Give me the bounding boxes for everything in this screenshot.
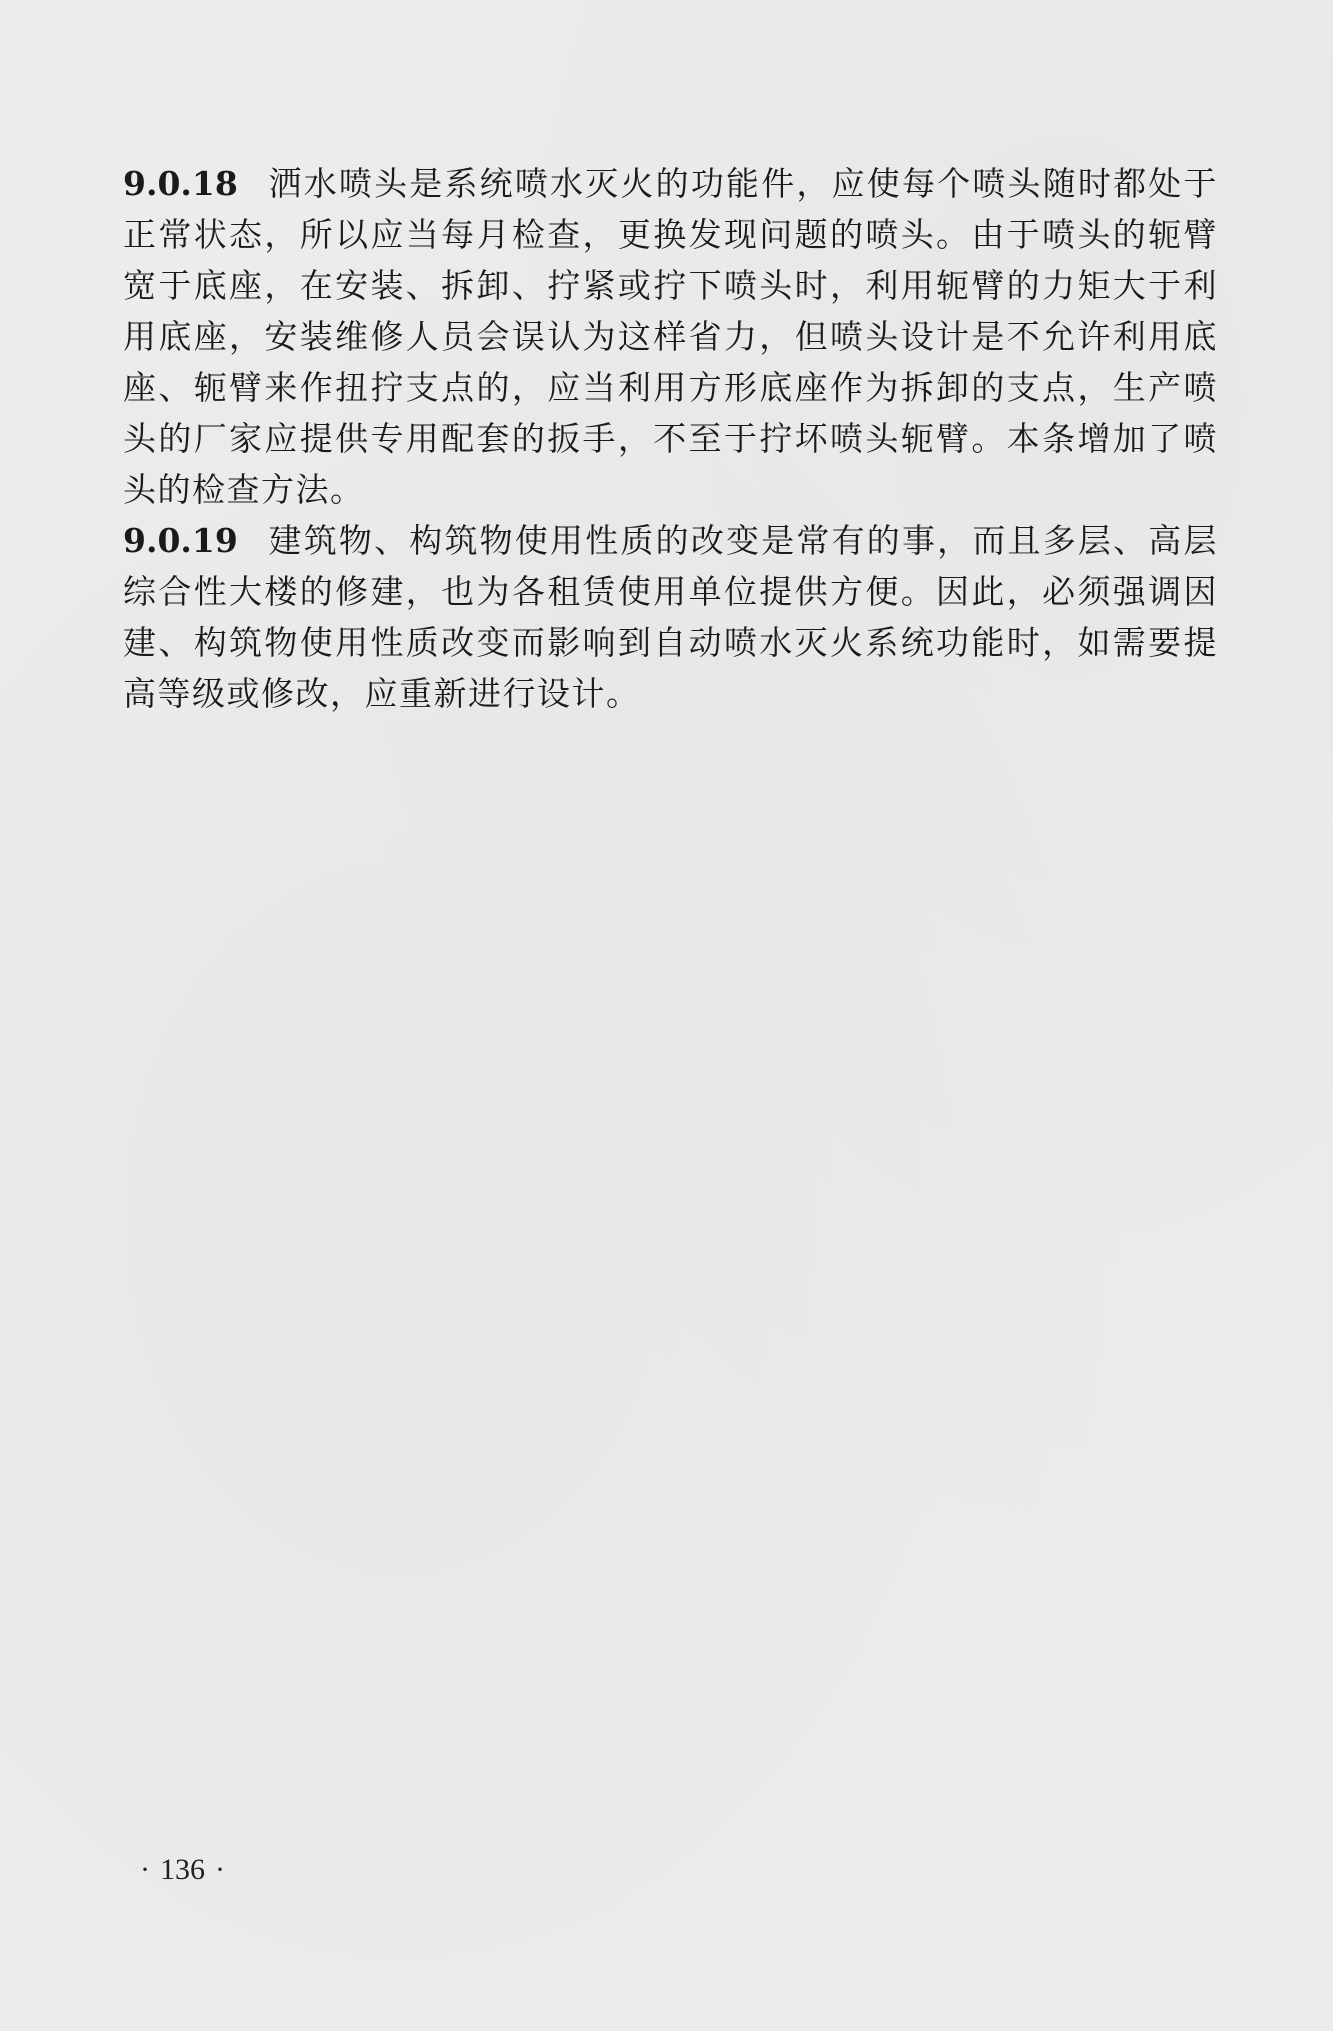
page-body — [123, 158, 1218, 719]
clause-text: 洒水喷头是系统喷水灭火的功能件，应使每个喷头随时都处于正常状态，所以应当每月检查，更换发现问题的喷头。由于喷头的轭臂宽于底座，在安装、拆卸、拧紧或拧下喷头时，利用轭臂的力矩大于利用底座，安装维修人员会误认为这样省力，但喷头设计是不允许利用底座、轭臂来作扭拧支点的，应当利用方形底座作为拆卸的支点，生产喷头的厂家应提供专用配套的扳手，不至于拧坏喷头轭臂。本条增加了喷头的检查方法。 — [123, 164, 1218, 509]
page-number — [130, 1853, 235, 1887]
clause-number: 9.0.18 — [123, 164, 238, 203]
page-number-right-dot: · — [215, 1853, 225, 1886]
clause-text: 建筑物、构筑物使用性质的改变是常有的事，而且多层、高层综合性大楼的修建，也为各租赁使用单位提供方便。因此，必须强调因建、构筑物使用性质改变而影响到自动喷水灭火系统功能时，如需要提高等级或修改，应重新进行设计。 — [123, 521, 1218, 713]
page-number-left-dot: · — [140, 1853, 150, 1886]
page-number-value: 136 — [160, 1853, 205, 1886]
clause-number: 9.0.19 — [123, 521, 238, 560]
clause-9-0-18 — [123, 158, 1218, 515]
clause-9-0-19 — [123, 515, 1218, 719]
